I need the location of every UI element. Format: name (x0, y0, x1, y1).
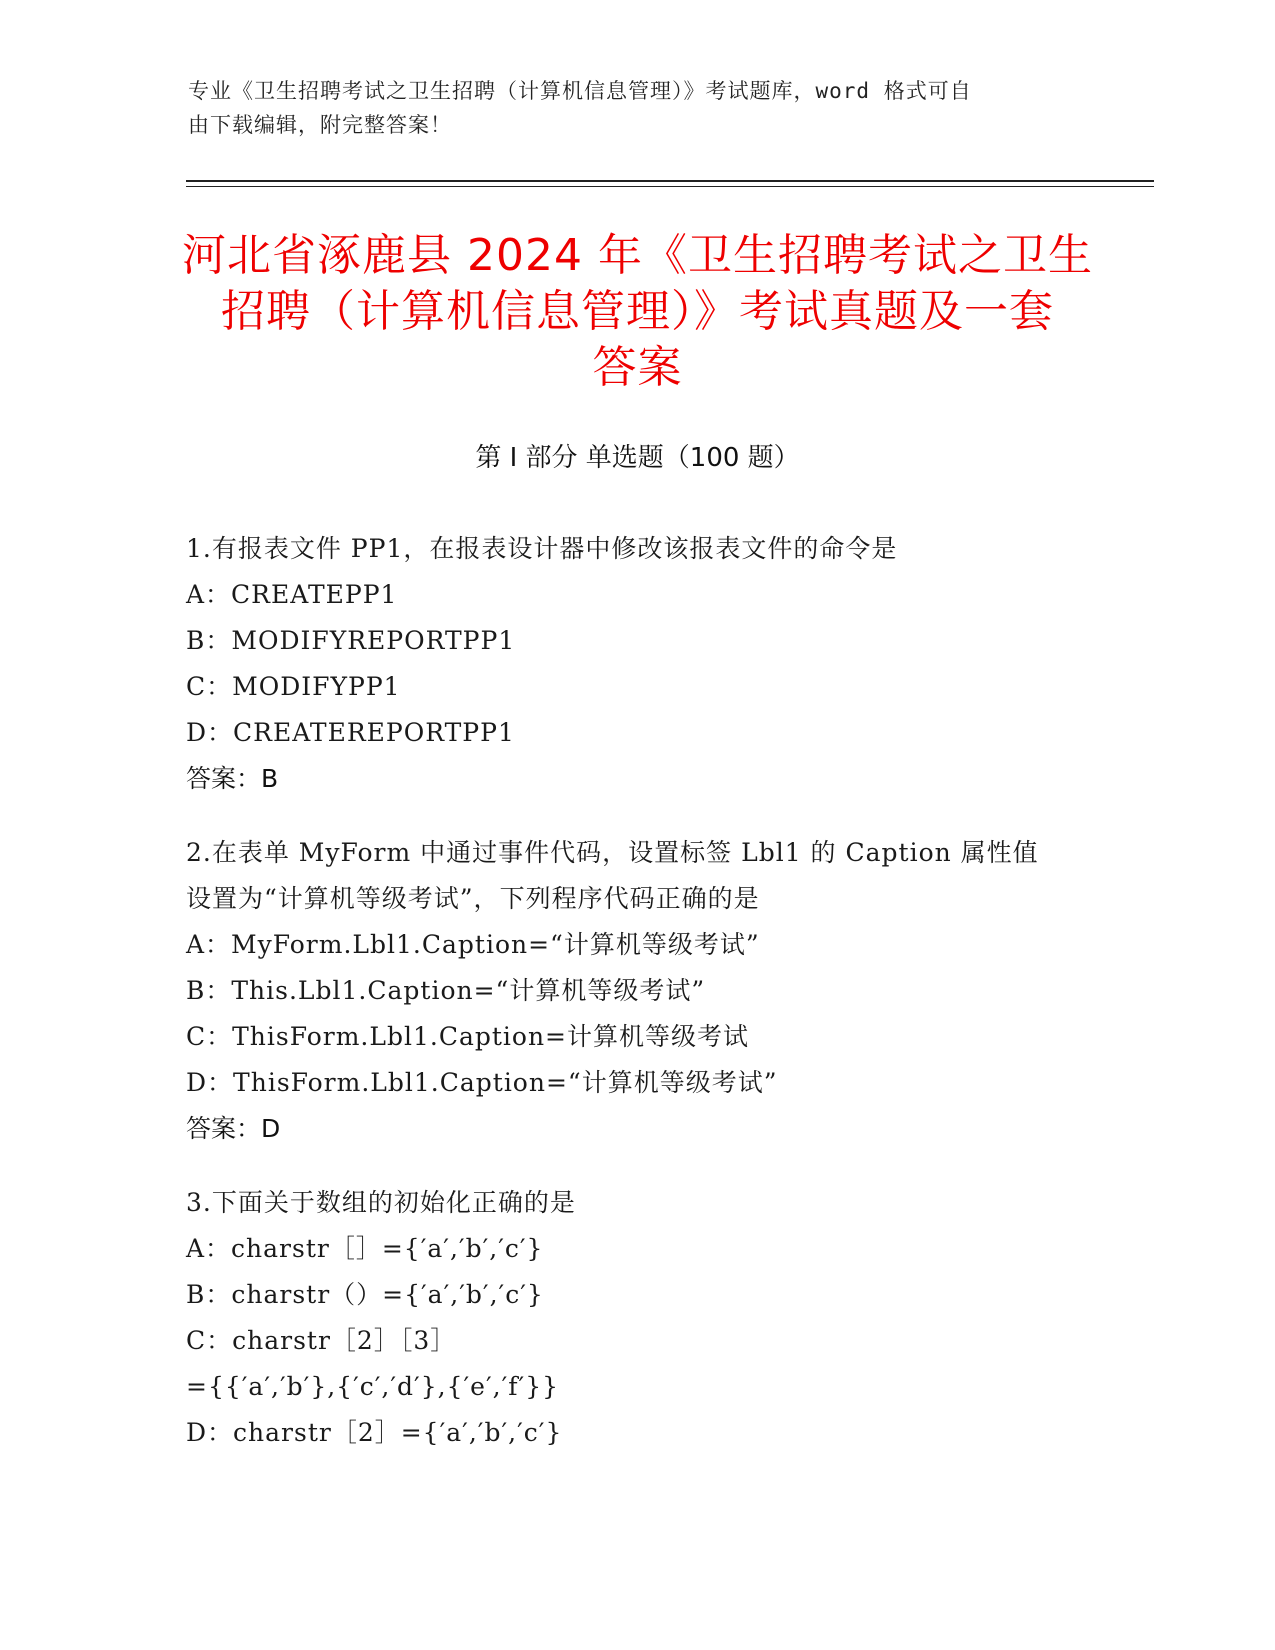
option-b: B：MODIFYREPORTPP1 (186, 626, 516, 655)
option-b: B：This.Lbl1.Caption=“计算机等级考试” (186, 976, 706, 1005)
option-c: C：ThisForm.Lbl1.Caption=计算机等级考试 (186, 1022, 749, 1051)
option-a: A：CREATEPP1 (186, 580, 398, 609)
header-note (188, 74, 1088, 142)
header-rule-thin (186, 186, 1154, 187)
option-a: A：charstr［］={′a′,′b′,′c′} (186, 1234, 544, 1263)
question-1 (186, 526, 1086, 802)
document-title (150, 228, 1125, 396)
header-note-line-1: 专业《卫生招聘考试之卫生招聘（计算机信息管理）》考试题库，word 格式可自 (188, 79, 972, 103)
question-list (186, 526, 1086, 1484)
question-text: 1.有报表文件 PP1，在报表设计器中修改该报表文件的命令是 (186, 534, 898, 563)
answer: 答案：B (186, 764, 279, 793)
header-rule-thick (186, 180, 1154, 182)
question-3 (186, 1180, 1086, 1456)
document-title-line-1: 河北省涿鹿县 2024 年《卫生招聘考试之卫生 (182, 230, 1093, 281)
document-title-line-3: 答案 (592, 342, 683, 393)
option-c-continued: ={{′a′,′b′},{′c′,′d′},{′e′,′f′}} (186, 1372, 560, 1401)
answer: 答案：D (186, 1114, 281, 1143)
question-text-line-2: 设置为“计算机等级考试”，下列程序代码正确的是 (186, 884, 760, 913)
question-text-line-1: 2.在表单 MyForm 中通过事件代码，设置标签 Lbl1 的 Caption 属性值 (186, 838, 1039, 867)
header-note-line-2: 由下载编辑，附完整答案！ (188, 113, 452, 137)
option-c: C：MODIFYPP1 (186, 672, 401, 701)
option-d: D：charstr［2］={′a′,′b′,′c′} (186, 1418, 563, 1447)
document-title-line-2: 招聘（计算机信息管理）》考试真题及一套 (221, 286, 1054, 337)
section-heading: 第 I 部分 单选题（100 题） (475, 443, 800, 473)
option-c: C：charstr［2］［3］ (186, 1326, 457, 1355)
option-b: B：charstr（）={′a′,′b′,′c′} (186, 1280, 544, 1309)
question-text: 3.下面关于数组的初始化正确的是 (186, 1188, 576, 1217)
option-d: D：CREATEREPORTPP1 (186, 718, 515, 747)
question-2 (186, 830, 1086, 1152)
option-a: A：MyForm.Lbl1.Caption=“计算机等级考试” (186, 930, 760, 959)
option-d: D：ThisForm.Lbl1.Caption=“计算机等级考试” (186, 1068, 778, 1097)
